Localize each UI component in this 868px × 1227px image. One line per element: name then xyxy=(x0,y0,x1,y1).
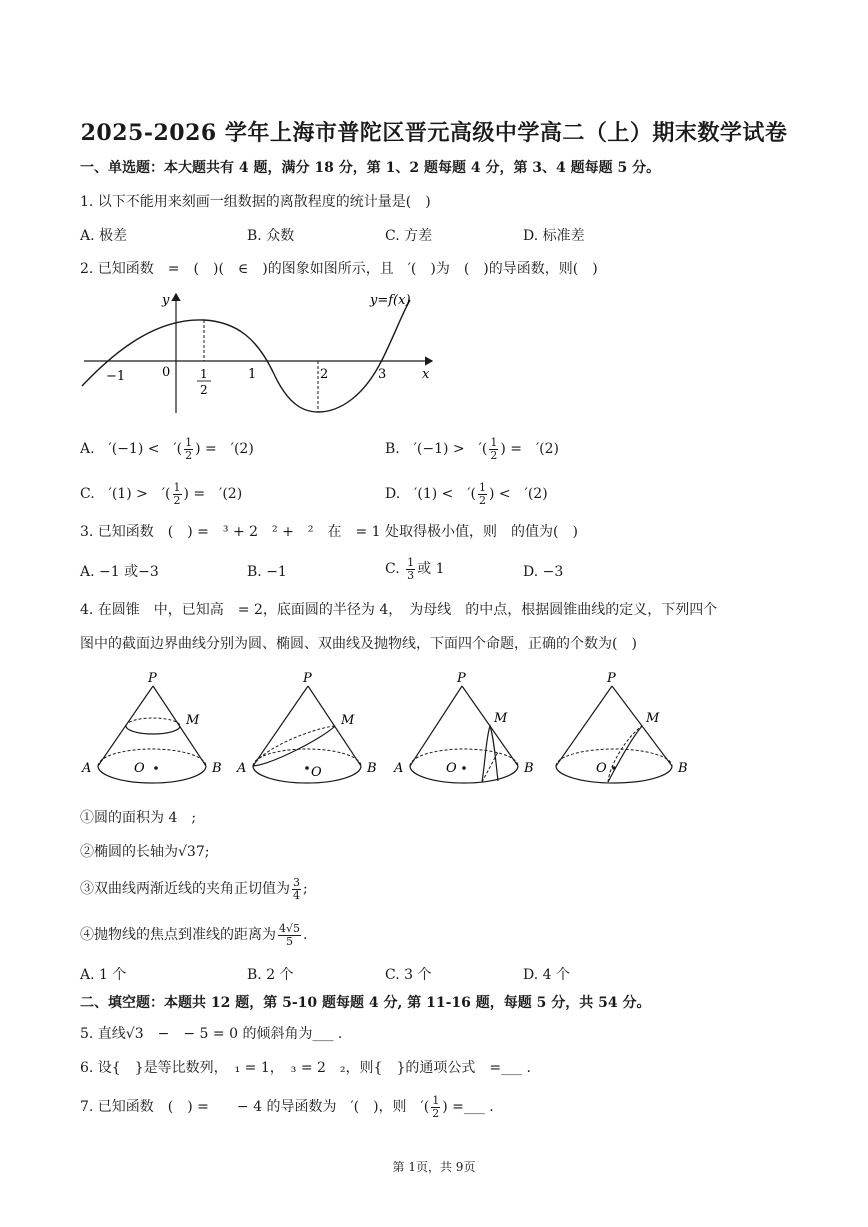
q3-c-text: C. xyxy=(385,561,405,577)
q3-c-text-end: 或 1 xyxy=(417,561,445,577)
curve-label: y=f(x) xyxy=(370,293,411,308)
frac-num: 4√5 xyxy=(279,921,301,935)
q3-option-a: A. −1 或−3 xyxy=(80,564,159,580)
cone-figure-parabola xyxy=(548,668,698,790)
frac-den: 2 xyxy=(185,448,193,462)
svg-text:O: O xyxy=(311,765,322,780)
tick-half-num: 1 xyxy=(200,367,208,381)
q5-text: 5. 直线√3 − − 5 = 0 的倾斜角为___ . xyxy=(80,1026,343,1042)
svg-text:A: A xyxy=(394,761,404,776)
q1-option-a: A. 极差 xyxy=(80,228,128,244)
tick-three: 3 xyxy=(378,367,387,382)
q6-text: 6. 设{ }是等比数列， ₁ = 1， ₃ = 2 ₂，则{ }的通项公式 =___ . xyxy=(80,1060,531,1076)
page-title: 2025-2026 学年上海市普陀区晋元高级中学高二（上）期末数学试卷 xyxy=(80,120,788,146)
frac-den: 2 xyxy=(490,448,498,462)
q7-text xyxy=(80,1094,494,1120)
frac-den: 4 xyxy=(293,888,300,902)
frac-den: 3 xyxy=(407,568,415,582)
svg-text:O: O xyxy=(446,761,457,776)
q2-c-text-end: ) = ′(2) xyxy=(183,486,243,502)
s3-text: ③双曲线两渐近线的夹角正切值为 xyxy=(80,881,290,897)
frac-num: 1 xyxy=(407,555,415,569)
q1-option-d: D. 标准差 xyxy=(523,228,585,244)
frac-num: 1 xyxy=(490,435,498,449)
svg-text:P: P xyxy=(607,671,616,686)
q2-a-text-end: ) = ′(2) xyxy=(195,441,254,457)
y-axis-label: y xyxy=(162,293,170,308)
q7-text-end: ) =___ . xyxy=(442,1099,494,1115)
q2-b-text: B. ′(−1) > ′( xyxy=(385,441,488,457)
svg-text:P: P xyxy=(303,671,312,686)
svg-text:P: P xyxy=(457,671,466,686)
frac-den: 2 xyxy=(479,493,487,507)
svg-text:B: B xyxy=(524,761,534,776)
svg-text:M: M xyxy=(186,713,200,728)
q3-option-b: B. −1 xyxy=(247,564,287,580)
q2-d-text: D. ′(1) < ′( xyxy=(385,486,477,502)
q4-stem-line-1: 4. 在圆锥 中，已知高 = 2，底面圆的半径为 4， 为母线 的中点，根据圆锥曲线的定义，下列四个 xyxy=(80,602,718,618)
cone-figure-hyperbola xyxy=(390,668,540,790)
tick-one: 1 xyxy=(248,367,257,382)
x-axis-label: x xyxy=(422,367,430,382)
q4-stem-line-2: 图中的截面边界曲线分别为圆、椭圆、双曲线及抛物线，下面四个命题，正确的个数为( ) xyxy=(80,636,637,652)
q4-option-c: C. 3 个 xyxy=(385,967,432,983)
q3-c-frac xyxy=(406,557,415,582)
function-curve xyxy=(82,300,410,412)
q2-option-d xyxy=(385,481,548,507)
q2-c-frac xyxy=(173,482,182,507)
q1-option-c: C. 方差 xyxy=(385,228,433,244)
s4-text: ④抛物线的焦点到准线的距离为 xyxy=(80,927,276,943)
frac-den: 5 xyxy=(286,934,293,948)
svg-text:A: A xyxy=(82,761,92,776)
q4-option-b: B. 2 个 xyxy=(247,967,294,983)
q2-b-frac xyxy=(489,437,498,462)
tick-half-den: 2 xyxy=(200,383,208,397)
page-footer: 第 1页，共 9页 xyxy=(392,1160,476,1174)
q7-text-start: 7. 已知函数 ( ) = − 4 的导函数为 ′( )，则 ′( xyxy=(80,1099,430,1115)
frac-num: 1 xyxy=(173,480,181,494)
q1-option-b: B. 众数 xyxy=(247,228,295,244)
frac-den: 2 xyxy=(173,493,181,507)
cone-figure-ellipse xyxy=(233,668,383,790)
q2-b-text-end: ) = ′(2) xyxy=(500,441,559,457)
q3-option-d: D. −3 xyxy=(523,564,564,580)
q4-statement-4 xyxy=(80,922,307,948)
frac-num: 3 xyxy=(293,875,300,889)
q4-statement-2: ②椭圆的长轴为√37; xyxy=(80,844,210,860)
svg-text:A: A xyxy=(237,761,247,776)
q4-statement-3 xyxy=(80,876,308,902)
q3-stem: 3. 已知函数 ( ) = ³ + 2 ² + ² 在 = 1 处取得极小值，则 的值为( ) xyxy=(80,524,578,540)
section-2-heading: 二、填空题：本题共 12 题，第 5-10 题每题 4 分, 第 11-16 题，每题 5 分，共 54 分。 xyxy=(80,995,651,1011)
tick-zero: 0 xyxy=(162,365,171,380)
q2-a-text: A. ′(−1) < ′( xyxy=(80,441,183,457)
q1-stem: 1. 以下不能用来刻画一组数据的离散程度的统计量是( ) xyxy=(80,194,431,210)
svg-text:M: M xyxy=(494,711,508,726)
svg-text:M: M xyxy=(646,711,660,726)
q3-option-c xyxy=(385,556,444,582)
q7-frac xyxy=(431,1095,440,1120)
svg-text:M: M xyxy=(341,713,355,728)
svg-text:P: P xyxy=(148,671,157,686)
frac-den: 2 xyxy=(432,1106,440,1120)
s4-frac xyxy=(278,923,301,948)
q4-option-a: A. 1 个 xyxy=(80,967,127,983)
q4-statement-1: ①圆的面积为 4 ; xyxy=(80,810,197,826)
q2-c-text: C. ′(1) > ′( xyxy=(80,486,171,502)
s3-frac xyxy=(292,877,301,902)
section-1-heading: 一、单选题：本大题共有 4 题，满分 18 分，第 1、2 题每题 4 分，第 3、4 题每题 5 分。 xyxy=(80,160,661,176)
frac-num: 1 xyxy=(479,480,487,494)
q2-option-c xyxy=(80,481,242,507)
q2-option-b xyxy=(385,436,559,462)
q2-a-frac xyxy=(184,437,193,462)
cone-figure-circle xyxy=(78,668,228,790)
tick-two: 2 xyxy=(320,367,329,382)
q2-d-frac xyxy=(478,482,487,507)
svg-text:B: B xyxy=(212,761,222,776)
svg-text:O: O xyxy=(596,761,607,776)
q4-option-d: D. 4 个 xyxy=(523,967,570,983)
frac-num: 1 xyxy=(432,1093,440,1107)
s3-text-end: ; xyxy=(303,881,308,897)
svg-text:B: B xyxy=(367,761,377,776)
q2-d-text-end: ) < ′(2) xyxy=(489,486,548,502)
q2-stem: 2. 已知函数 = ( )( ∈ )的图象如图所示，且 ′( )为 ( )的导函数，则( ) xyxy=(80,261,598,277)
tick-minus-one: −1 xyxy=(106,369,126,384)
frac-num: 1 xyxy=(185,435,193,449)
q2-function-graph xyxy=(78,288,438,418)
q2-option-a xyxy=(80,436,254,462)
s4-text-end: . xyxy=(303,927,308,943)
svg-text:B: B xyxy=(678,761,688,776)
svg-text:O: O xyxy=(134,761,145,776)
